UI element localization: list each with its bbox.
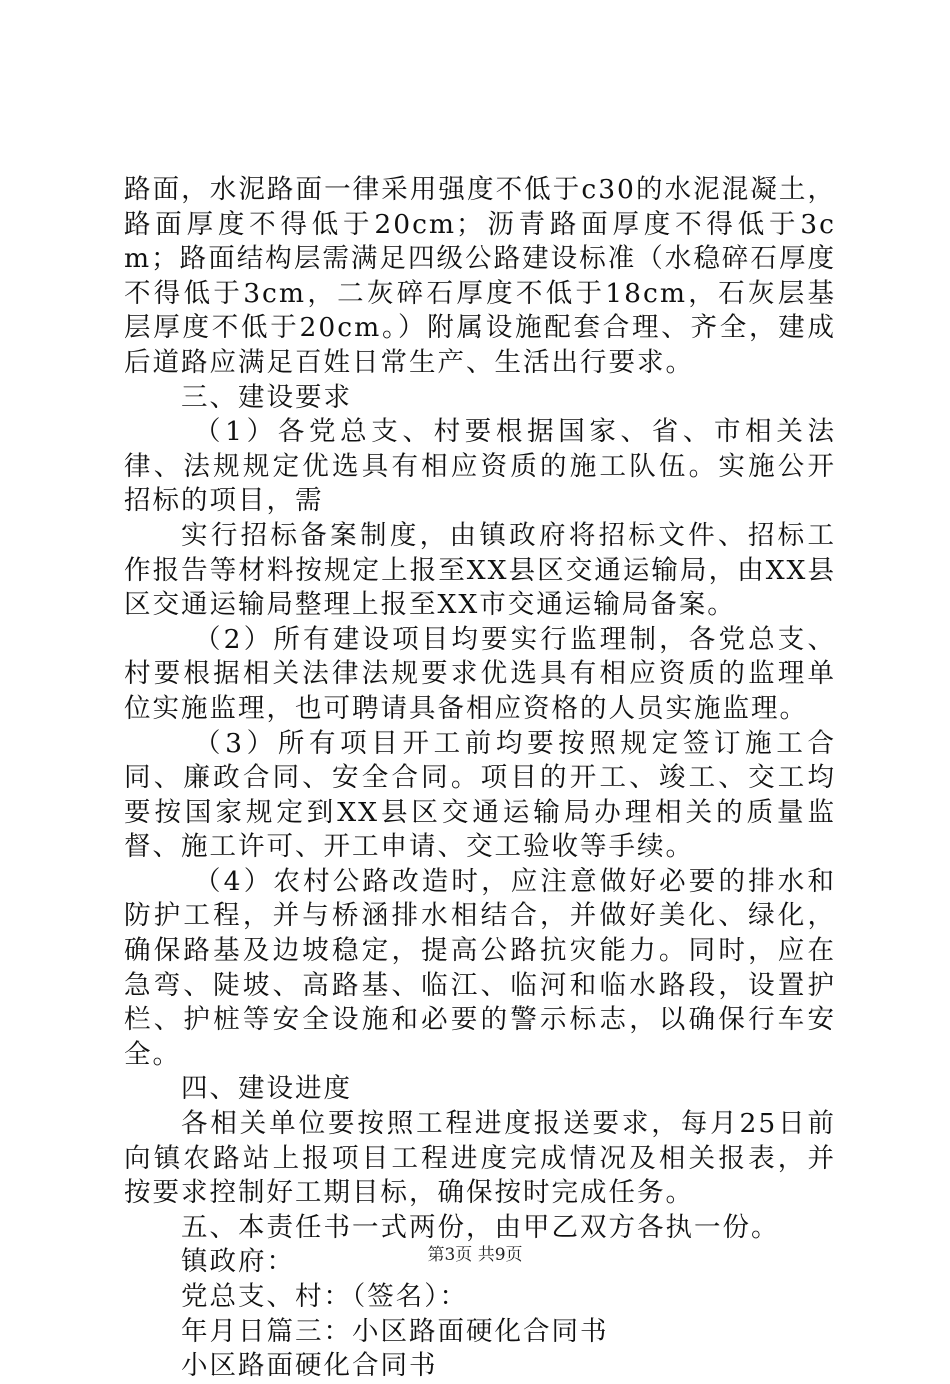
- paragraph-requirement-2: （2）所有建设项目均要实行监理制，各党总支、村要根据相关法律法规要求优选具有相应资质的监理单位实施监理，也可聘请具备相应资格的人员实施监理。: [124, 623, 836, 724]
- paragraph-requirement-4: （4）农村公路改造时，应注意做好必要的排水和防护工程，并与桥涵排水相结合，并做好美化、绿化，确保路基及边坡稳定，提高公路抗灾能力。同时，应在急弯、陡坡、高路基、临江、临河和临水路段，设置护栏、护桩等安全设施和必要的警示标志，以确保行车安全。: [124, 865, 836, 1070]
- paragraph-requirement-3: （3）所有项目开工前均要按照规定签订施工合同、廉政合同、安全合同。项目的开工、竣工、交工均要按国家规定到XX县区交通运输局办理相关的质量监督、施工许可、开工申请、交工验收等手续。: [124, 727, 836, 863]
- heading-construction-requirements: 三、建设要求: [181, 381, 352, 413]
- date-and-section-title: 年月日篇三：小区路面硬化合同书: [181, 1315, 609, 1347]
- document-body: [124, 173, 836, 1384]
- paragraph-requirement-1: （1）各党总支、村要根据国家、省、市相关法律、法规规定优选具有相应资质的施工队伍。实施公开招标的项目，需: [124, 416, 836, 517]
- signature-town-government: 镇政府：: [181, 1246, 295, 1278]
- page-footer: 第3页 共9页: [427, 1245, 523, 1265]
- heading-construction-progress: 四、建设进度: [181, 1073, 352, 1105]
- section-title: 小区路面硬化合同书: [181, 1350, 438, 1382]
- signature-party-branch: 党总支、村：（签名）：: [181, 1281, 468, 1312]
- paragraph-progress-reporting: 各相关单位要按照工程进度报送要求，每月25日前向镇农路站上报项目工程进度完成情况及相关报表，并按要求控制好工期目标，确保按时完成任务。: [124, 1108, 836, 1209]
- paragraph-copies: 五、本责任书一式两份，由甲乙双方各执一份。: [181, 1211, 780, 1243]
- paragraph-road-surface: 路面，水泥路面一律采用强度不低于c30的水泥混凝土，路面厚度不得低于20cm；沥青路面厚度不得低于3cm；路面结构层需满足四级公路建设标准（水稳碎石厚度不得低于3cm，二灰碎石厚度不低于18cm，石灰层基层厚度不低于20cm。）附属设施配套合理、齐全，建成后道路应满足百姓日常生产、生活出行要求。: [124, 174, 836, 378]
- paragraph-bidding-filing: 实行招标备案制度，由镇政府将招标文件、招标工作报告等材料按规定上报至XX县区交通运输局，由XX县区交通运输局整理上报至XX市交通运输局备案。: [124, 519, 836, 621]
